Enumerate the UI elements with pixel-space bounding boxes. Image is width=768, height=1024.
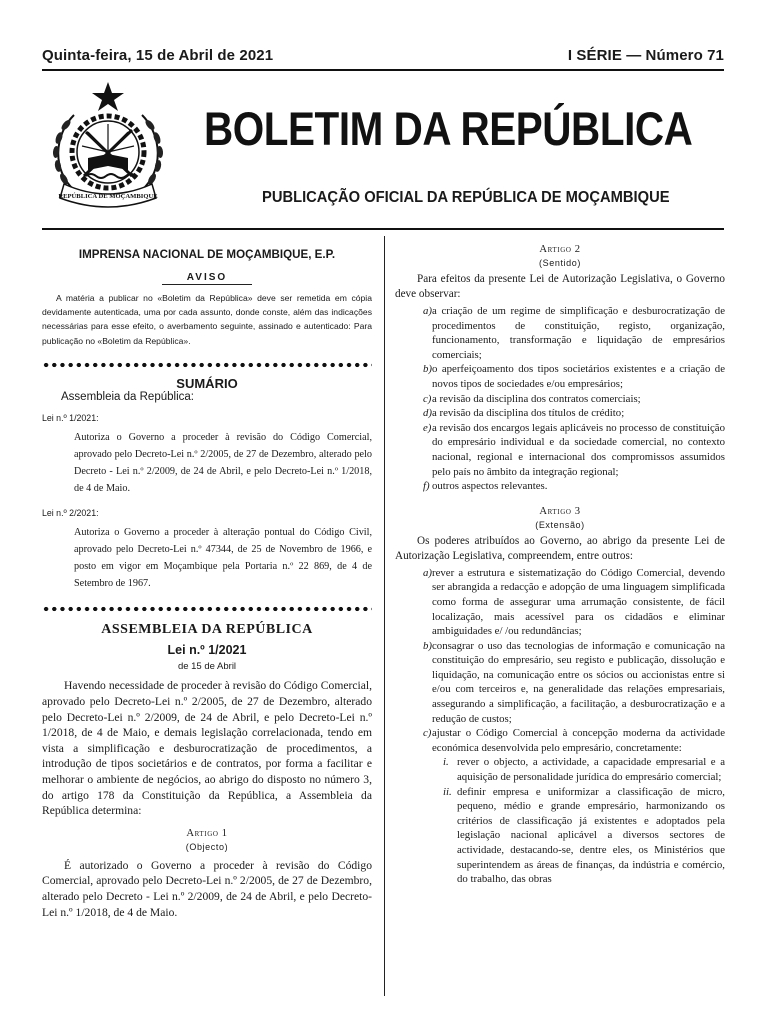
masthead-subtitle: PUBLICAÇÃO OFICIAL DA REPÚBLICA DE MOÇAMBIQUE	[262, 189, 670, 206]
subitem-text: definir empresa e uniformizar a classificação de micro, pequeno, médio e grande empresário, harmonizando os critérios de classificação já existentes e adoptados pela legislação nacional aplicável a diversos sectores de actividade, destacando-se, dentre eles, os Ministérios que superintendem as áreas de finanças, da indústria e comércio, do trabalho, das obras	[457, 785, 725, 886]
lei-title: Lei n.º 1/2021	[167, 643, 247, 658]
dotted-separator	[42, 360, 372, 370]
list-subitem	[395, 785, 725, 887]
right-column	[395, 236, 725, 887]
item-text: a revisão da disciplina dos contratos comerciais;	[432, 392, 641, 405]
item-text: outros aspectos relevantes.	[432, 480, 548, 493]
sumario-assembleia: Assembleia da República:	[61, 390, 194, 403]
artigo-3-items	[395, 566, 725, 887]
masthead-title: BOLETIM DA REPÚBLICA	[204, 102, 693, 155]
artigo-2-heading: Artigo 2	[539, 244, 581, 255]
sumario-lei2-label: Lei n.º 2/2021:	[42, 507, 99, 518]
item-text: rever a estrutura e sistematização do Código Comercial, devendo ser abrangida a redacção e adopção de uma linguagem simplificada como forma de assegurar uma arrumação consistente, de fácil localização, mais acessível para os cidadãos e eliminar ambiguidades e/ /ou redundâncias;	[432, 566, 725, 638]
list-subitem	[395, 755, 725, 784]
imprensa-heading: IMPRENSA NACIONAL DE MOÇAMBIQUE, E.P.	[78, 248, 336, 261]
left-column	[42, 236, 372, 920]
item-text: a revisão da disciplina dos títulos de crédito;	[432, 407, 625, 420]
item-mark: a)	[423, 566, 432, 579]
emblem-banner-text: REPÚBLICA DE MOÇAMBIQUE	[58, 193, 158, 200]
sumario-heading: SUMÁRIO	[176, 375, 238, 391]
list-item	[395, 392, 725, 407]
lei-date: de 15 de Abril	[177, 661, 237, 673]
artigo-3-intro: Os poderes atribuídos ao Governo, ao abrigo da presente Lei de Autorização Legislativa, compreendem, entre outros:	[395, 534, 725, 562]
list-item	[395, 304, 725, 362]
list-item	[395, 362, 725, 391]
assembleia-heading: ASSEMBLEIA DA REPÚBLICA	[101, 622, 313, 638]
item-mark: f)	[423, 480, 430, 493]
item-text: a revisão dos encargos legais aplicáveis no processo de constituição do empresário individual e da sociedade comercial, no contexto nacional, regional e internacional dos compromissos assumidos pelo país no âmbito da integração regional;	[432, 421, 725, 478]
item-mark: b)	[423, 639, 432, 652]
artigo-1-heading: Artigo 1	[186, 827, 228, 839]
issue-series-number: I SÉRIE — Número 71	[567, 47, 724, 64]
item-mark: c)	[423, 727, 432, 740]
column-divider	[384, 236, 385, 996]
list-item	[395, 639, 725, 727]
subitem-mark: i.	[443, 756, 449, 769]
list-item	[395, 479, 725, 494]
aviso-text: A matéria a publicar no «Boletim da República» deve ser remetida em cópia devidamente autenticada, uma por cada assunto, donde conste, além das indicações necessárias para esse efeito, o averbamento seguinte, assinado e autenticado: Para publicação no «Boletim da República».	[42, 293, 372, 346]
artigo-1-subheading: (Objecto)	[185, 841, 229, 852]
artigo-3-heading: Artigo 3	[539, 505, 581, 517]
aviso-heading: AVISO	[186, 272, 228, 283]
aviso-underline	[162, 284, 252, 285]
artigo-1-text: É autorizado o Governo a proceder à revisão do Código Comercial, aprovado pelo Decreto-Lei n.º 2/2005, de 27 de Dezembro, alterado pelo Decreto - Lei n.º 2/2009, de 24 de Abril, e pelo Decreto-Lei n.º 1/2018, de 4 de Maio.	[42, 858, 372, 919]
item-mark: d)	[423, 407, 432, 420]
list-item	[395, 406, 725, 421]
subitem-mark: ii.	[443, 785, 452, 798]
issue-date: Quinta-feira, 15 de Abril de 2021	[42, 47, 274, 64]
item-text: consagrar o uso das tecnologias de informação e comunicação na constituição do empresário, seu registo e publicação, dissolução e liquidação, na comunicação entre os sócios ou accionistas entre si e/ou com terceiros e, na generalidade das relações empresariais, assegurando a simplificação, a facilitação, a desburocratização e a redução de custos;	[432, 639, 725, 725]
item-mark: a)	[423, 305, 432, 317]
item-text: o aperfeiçoamento dos tipos societários existentes e a criação de novos tipos de sociedades e/ou empresários;	[432, 363, 725, 390]
item-mark: c)	[423, 392, 432, 405]
item-mark: e)	[423, 421, 432, 434]
masthead-rule	[42, 228, 724, 230]
sumario-lei2-summary: Autoriza o Governo a proceder à alteração pontual do Código Civil, aprovado pelo Decreto-Lei n.º 47344, de 25 de Novembro de 1966, e posto em vigor em Moçambique pela Portaria n.º 22 869, de 4 de Setembro de 1967.	[74, 526, 372, 590]
coat-of-arms-emblem-icon	[44, 80, 172, 212]
list-item	[395, 726, 725, 755]
list-item	[395, 421, 725, 479]
subitem-text: rever o objecto, a actividade, a capacidade empresarial e a aquisição de personalidade jurídica do empresário comercial;	[457, 756, 725, 784]
sumario-lei1-summary: Autoriza o Governo a proceder à revisão do Código Comercial, aprovado pelo Decreto-Lei n.º 2/2005, de 27 de Dezembro, alterado pelo Decreto - Lei n.º 2/2009, de 24 de Abril, e pelo Decreto-Lei n.º 1/2018, de 4 de Maio.	[74, 431, 372, 495]
artigo-3-subheading: (Extensão)	[535, 519, 585, 530]
item-text: ajustar o Código Comercial à concepção moderna da actividade económica desenvolvida pelo empresário, concretamente:	[432, 727, 725, 754]
top-header	[42, 47, 724, 64]
preamble-text: Havendo necessidade de proceder à revisão do Código Comercial, aprovado pelo Decreto-Lei n.º 2/2005, de 27 de Dezembro, alterado pelo Decreto-Lei n.º 2/2009, de 24 de Abril, e pelo Decreto-Lei n.º 1/2018, de 4 de Maio, e demais legislação correlacionada, tendo em vista a simplificação e desburocratização de procedimentos, a introdução de tipos societários e de contratos, por forma a facilitar e melhorar o ambiente de negócios, ao abrigo do disposto no número 3, do artigo 178 da Constituição da República, a Assembleia da República determina:	[42, 679, 372, 818]
dotted-separator	[42, 604, 372, 614]
item-text: a criação de um regime de simplificação e desburocratização de procedimentos de constituição, registo, organização, funcionamento, transformação e liquidação de empresários comerciais;	[432, 305, 725, 361]
list-item	[395, 566, 725, 639]
top-rule	[42, 69, 724, 71]
artigo-2-intro: Para efeitos da presente Lei de Autorização Legislativa, o Governo deve observar:	[395, 273, 725, 300]
item-mark: b)	[423, 363, 432, 376]
artigo-2-subheading: (Sentido)	[539, 258, 581, 268]
sumario-lei1-label: Lei n.º 1/2021:	[42, 412, 99, 423]
artigo-2-items	[395, 304, 725, 494]
